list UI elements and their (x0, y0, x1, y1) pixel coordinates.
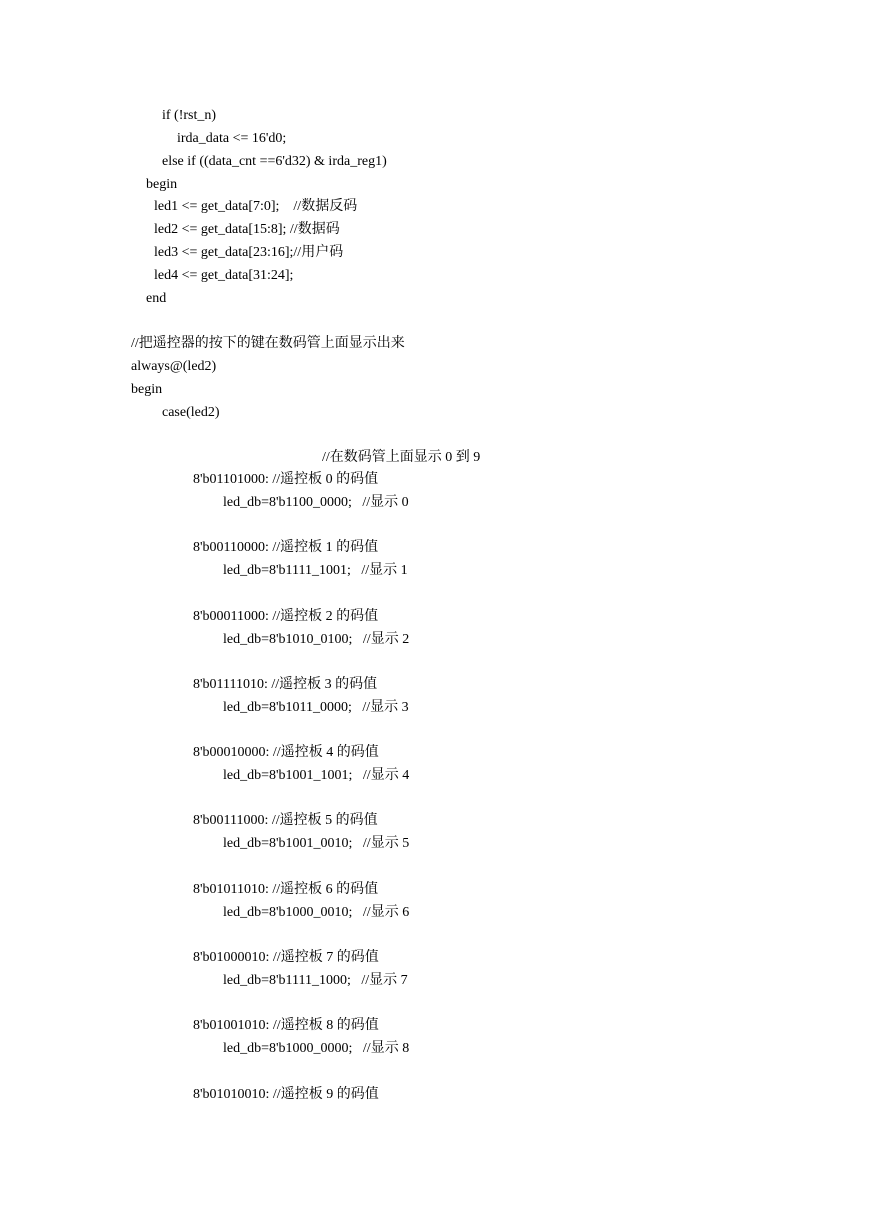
code-line: always@(led2) (131, 359, 217, 374)
code-line: irda_data <= 16'd0; (177, 131, 287, 146)
code-line: led1 <= get_data[7:0]; //数据反码 (154, 199, 358, 214)
comment-line: //把遥控器的按下的键在数码管上面显示出来 (131, 336, 405, 351)
code-line: led_db=8'b1000_0000; //显示 8 (223, 1041, 410, 1056)
code-line: led2 <= get_data[15:8]; //数据码 (154, 222, 340, 237)
code-line: begin (131, 382, 163, 397)
code-line: led_db=8'b1111_1001; //显示 1 (223, 563, 408, 578)
code-line: begin (146, 177, 178, 192)
code-line: led_db=8'b1010_0100; //显示 2 (223, 632, 410, 647)
case-label: 8'b01111010: //遥控板 3 的码值 (193, 677, 378, 692)
case-label: 8'b00111000: //遥控板 5 的码值 (193, 813, 378, 828)
code-line: end (146, 291, 167, 306)
case-label: 8'b01101000: //遥控板 0 的码值 (193, 472, 379, 487)
comment-line: //在数码管上面显示 0 到 9 (322, 450, 481, 465)
case-label: 8'b01010010: //遥控板 9 的码值 (193, 1087, 379, 1102)
case-label: 8'b01001010: //遥控板 8 的码值 (193, 1018, 379, 1033)
code-line: led_db=8'b1000_0010; //显示 6 (223, 905, 410, 920)
code-line: led_db=8'b1111_1000; //显示 7 (223, 973, 408, 988)
code-line: led4 <= get_data[31:24]; (154, 268, 294, 283)
code-line: case(led2) (162, 405, 220, 420)
case-label: 8'b00011000: //遥控板 2 的码值 (193, 609, 379, 624)
code-line: led3 <= get_data[23:16];//用户码 (154, 245, 344, 260)
code-line: led_db=8'b1001_0010; //显示 5 (223, 836, 410, 851)
case-label: 8'b01000010: //遥控板 7 的码值 (193, 950, 379, 965)
code-line: led_db=8'b1100_0000; //显示 0 (223, 495, 409, 510)
code-line: led_db=8'b1011_0000; //显示 3 (223, 700, 409, 715)
code-line: else if ((data_cnt ==6'd32) & irda_reg1) (162, 154, 387, 169)
case-label: 8'b01011010: //遥控板 6 的码值 (193, 882, 379, 897)
case-label: 8'b00010000: //遥控板 4 的码值 (193, 745, 379, 760)
code-line: if (!rst_n) (162, 108, 217, 123)
case-label: 8'b00110000: //遥控板 1 的码值 (193, 540, 379, 555)
code-line: led_db=8'b1001_1001; //显示 4 (223, 768, 410, 783)
